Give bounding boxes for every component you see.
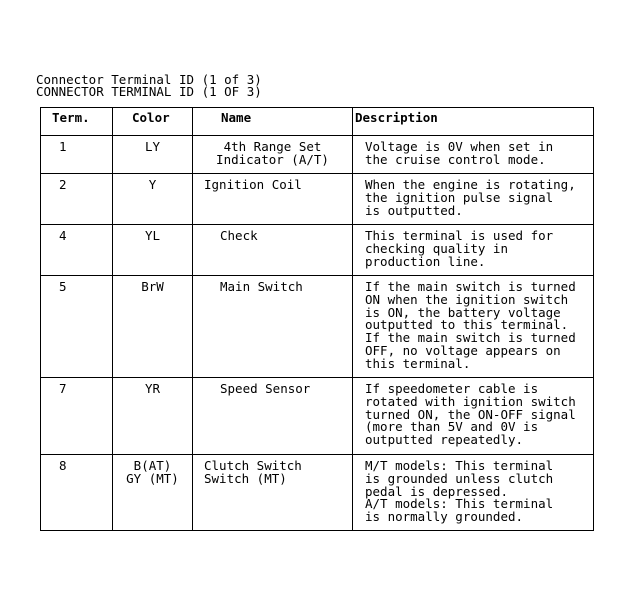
name-cell: Speed Sensor xyxy=(193,378,353,455)
description-cell: Voltage is 0V when set in the cruise control mode. xyxy=(353,136,594,174)
color-cell: YL xyxy=(113,225,193,276)
column-header-description: Description xyxy=(353,108,594,136)
description-cell: M/T models: This terminal is grounded unless clutch pedal is depressed. A/T models: This terminal is normally grounded. xyxy=(353,455,594,531)
description-cell: If speedometer cable is rotated with ignition switch turned ON, the ON-OFF signal (more than 5V and 0V is outputted repeatedly. xyxy=(353,378,594,455)
table-header-row xyxy=(41,108,594,136)
color-cell: B(AT) GY (MT) xyxy=(113,455,193,531)
table-row xyxy=(41,136,594,174)
document-title: Connector Terminal ID (1 of 3) xyxy=(36,72,262,87)
table-row xyxy=(41,276,594,378)
color-cell: BrW xyxy=(113,276,193,378)
column-header-name: Name xyxy=(193,108,353,136)
name-cell: Main Switch xyxy=(193,276,353,378)
color-cell: Y xyxy=(113,174,193,225)
name-cell: 4th Range Set Indicator (A/T) xyxy=(193,136,353,174)
terminal-table xyxy=(40,107,594,531)
table-row xyxy=(41,455,594,531)
description-cell: When the engine is rotating, the ignition pulse signal is outputted. xyxy=(353,174,594,225)
document-title-uppercase: CONNECTOR TERMINAL ID (1 OF 3) xyxy=(36,84,262,99)
name-cell: Ignition Coil xyxy=(193,174,353,225)
term-cell: 2 xyxy=(41,174,113,225)
term-cell: 1 xyxy=(41,136,113,174)
table-row xyxy=(41,378,594,455)
name-cell: Clutch Switch Switch (MT) xyxy=(193,455,353,531)
term-cell: 7 xyxy=(41,378,113,455)
term-cell: 4 xyxy=(41,225,113,276)
table-row xyxy=(41,174,594,225)
color-cell: LY xyxy=(113,136,193,174)
description-cell: This terminal is used for checking quality in production line. xyxy=(353,225,594,276)
description-cell: If the main switch is turned ON when the ignition switch is ON, the battery voltage outputted to this terminal. If the main switch is turned OFF, no voltage appears on this terminal. xyxy=(353,276,594,378)
table-row xyxy=(41,225,594,276)
column-header-term: Term. xyxy=(41,108,113,136)
column-header-color: Color xyxy=(113,108,193,136)
color-cell: YR xyxy=(113,378,193,455)
name-cell: Check xyxy=(193,225,353,276)
term-cell: 8 xyxy=(41,455,113,531)
term-cell: 5 xyxy=(41,276,113,378)
